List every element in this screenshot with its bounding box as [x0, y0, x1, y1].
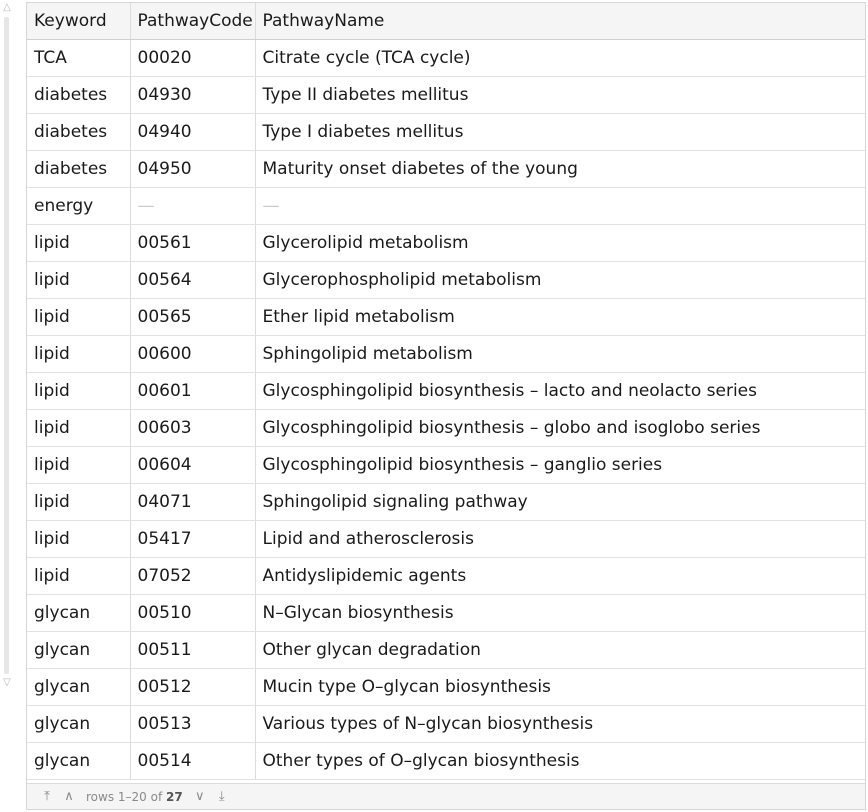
- cell-pathway-code[interactable]: 00561: [130, 225, 255, 262]
- next-page-icon[interactable]: ∨: [194, 789, 205, 804]
- cell-pathway-name[interactable]: Other types of O–glycan biosynthesis: [255, 743, 865, 780]
- cell-pathway-name[interactable]: Sphingolipid signaling pathway: [255, 484, 865, 521]
- cell-keyword[interactable]: lipid: [27, 447, 130, 484]
- cell-pathway-code[interactable]: 07052: [130, 558, 255, 595]
- cell-keyword[interactable]: lipid: [27, 484, 130, 521]
- column-header-pathway-code[interactable]: PathwayCode: [130, 3, 255, 40]
- cell-pathway-name[interactable]: Glycosphingolipid biosynthesis – globo and isoglobo series: [255, 410, 865, 447]
- cell-keyword[interactable]: lipid: [27, 373, 130, 410]
- scroll-up-icon[interactable]: △: [3, 2, 11, 13]
- table-row: [27, 114, 865, 151]
- cell-pathway-name[interactable]: Ether lipid metabolism: [255, 299, 865, 336]
- table-row: [27, 669, 865, 706]
- cell-pathway-code[interactable]: 00514: [130, 743, 255, 780]
- cell-pathway-code[interactable]: 00564: [130, 262, 255, 299]
- table-row: [27, 151, 865, 188]
- table-row: [27, 410, 865, 447]
- table-row: [27, 484, 865, 521]
- table-row: [27, 595, 865, 632]
- vertical-scrollbar[interactable]: [0, 0, 14, 812]
- cell-pathway-code[interactable]: 00020: [130, 40, 255, 77]
- header-row: [27, 3, 865, 40]
- cell-keyword[interactable]: glycan: [27, 706, 130, 743]
- cell-pathway-name[interactable]: Mucin type O–glycan biosynthesis: [255, 669, 865, 706]
- cell-pathway-name[interactable]: Sphingolipid metabolism: [255, 336, 865, 373]
- cell-keyword[interactable]: glycan: [27, 632, 130, 669]
- cell-keyword[interactable]: lipid: [27, 299, 130, 336]
- cell-pathway-code[interactable]: 04071: [130, 484, 255, 521]
- cell-keyword[interactable]: lipid: [27, 262, 130, 299]
- table-row: [27, 558, 865, 595]
- scroll-thumb[interactable]: [4, 17, 9, 674]
- cell-pathway-name[interactable]: Type I diabetes mellitus: [255, 114, 865, 151]
- table-row: [27, 225, 865, 262]
- cell-pathway-name[interactable]: Type II diabetes mellitus: [255, 77, 865, 114]
- dataset-table: [27, 3, 865, 780]
- cell-pathway-name[interactable]: Antidyslipidemic agents: [255, 558, 865, 595]
- table-row: [27, 77, 865, 114]
- rows-range-text: rows 1–20 of: [86, 789, 163, 804]
- cell-pathway-code[interactable]: 05417: [130, 521, 255, 558]
- cell-pathway-code[interactable]: 00513: [130, 706, 255, 743]
- cell-pathway-name[interactable]: Glycosphingolipid biosynthesis – lacto and neolacto series: [255, 373, 865, 410]
- table-row: [27, 336, 865, 373]
- cell-pathway-name[interactable]: Glycerophospholipid metabolism: [255, 262, 865, 299]
- cell-keyword[interactable]: lipid: [27, 225, 130, 262]
- cell-keyword[interactable]: glycan: [27, 669, 130, 706]
- cell-keyword[interactable]: diabetes: [27, 114, 130, 151]
- cell-pathway-name[interactable]: Citrate cycle (TCA cycle): [255, 40, 865, 77]
- cell-pathway-name[interactable]: —: [255, 188, 865, 225]
- rows-range-label: [86, 790, 183, 804]
- previous-page-icon[interactable]: ∧: [64, 789, 74, 804]
- last-page-icon[interactable]: ⤓: [218, 789, 225, 804]
- table-row: [27, 188, 865, 225]
- cell-pathway-code[interactable]: 04950: [130, 151, 255, 188]
- cell-keyword[interactable]: glycan: [27, 595, 130, 632]
- table-row: [27, 743, 865, 780]
- table-row: [27, 706, 865, 743]
- cell-pathway-name[interactable]: Various types of N–glycan biosynthesis: [255, 706, 865, 743]
- table-row: [27, 447, 865, 484]
- cell-pathway-code[interactable]: 04930: [130, 77, 255, 114]
- cell-keyword[interactable]: diabetes: [27, 151, 130, 188]
- cell-pathway-name[interactable]: N–Glycan biosynthesis: [255, 595, 865, 632]
- cell-keyword[interactable]: TCA: [27, 40, 130, 77]
- cell-pathway-name[interactable]: Glycosphingolipid biosynthesis – ganglio series: [255, 447, 865, 484]
- cell-pathway-code[interactable]: 00600: [130, 336, 255, 373]
- cell-pathway-code[interactable]: —: [130, 188, 255, 225]
- table-row: [27, 521, 865, 558]
- cell-pathway-code[interactable]: 00604: [130, 447, 255, 484]
- cell-pathway-name[interactable]: Lipid and atherosclerosis: [255, 521, 865, 558]
- cell-keyword[interactable]: lipid: [27, 521, 130, 558]
- rows-total: 27: [166, 789, 183, 804]
- table-row: [27, 299, 865, 336]
- cell-keyword[interactable]: lipid: [27, 336, 130, 373]
- pagination-bar: [27, 783, 865, 809]
- column-header-pathway-name[interactable]: PathwayName: [255, 3, 865, 40]
- cell-pathway-code[interactable]: 00510: [130, 595, 255, 632]
- cell-pathway-code[interactable]: 00603: [130, 410, 255, 447]
- cell-pathway-code[interactable]: 00565: [130, 299, 255, 336]
- cell-pathway-code[interactable]: 04940: [130, 114, 255, 151]
- column-header-keyword[interactable]: Keyword: [27, 3, 130, 40]
- cell-keyword[interactable]: glycan: [27, 743, 130, 780]
- cell-pathway-name[interactable]: Glycerolipid metabolism: [255, 225, 865, 262]
- first-page-icon[interactable]: ⤒: [44, 789, 50, 804]
- cell-keyword[interactable]: energy: [27, 188, 130, 225]
- dataset-table-frame: [26, 2, 866, 810]
- cell-keyword[interactable]: lipid: [27, 558, 130, 595]
- table-row: [27, 262, 865, 299]
- table-row: [27, 373, 865, 410]
- cell-keyword[interactable]: diabetes: [27, 77, 130, 114]
- cell-keyword[interactable]: lipid: [27, 410, 130, 447]
- cell-pathway-code[interactable]: 00601: [130, 373, 255, 410]
- table-body: [27, 40, 865, 780]
- table-row: [27, 40, 865, 77]
- cell-pathway-code[interactable]: 00511: [130, 632, 255, 669]
- cell-pathway-name[interactable]: Maturity onset diabetes of the young: [255, 151, 865, 188]
- table-row: [27, 632, 865, 669]
- scroll-down-icon[interactable]: ▽: [3, 677, 11, 688]
- cell-pathway-name[interactable]: Other glycan degradation: [255, 632, 865, 669]
- cell-pathway-code[interactable]: 00512: [130, 669, 255, 706]
